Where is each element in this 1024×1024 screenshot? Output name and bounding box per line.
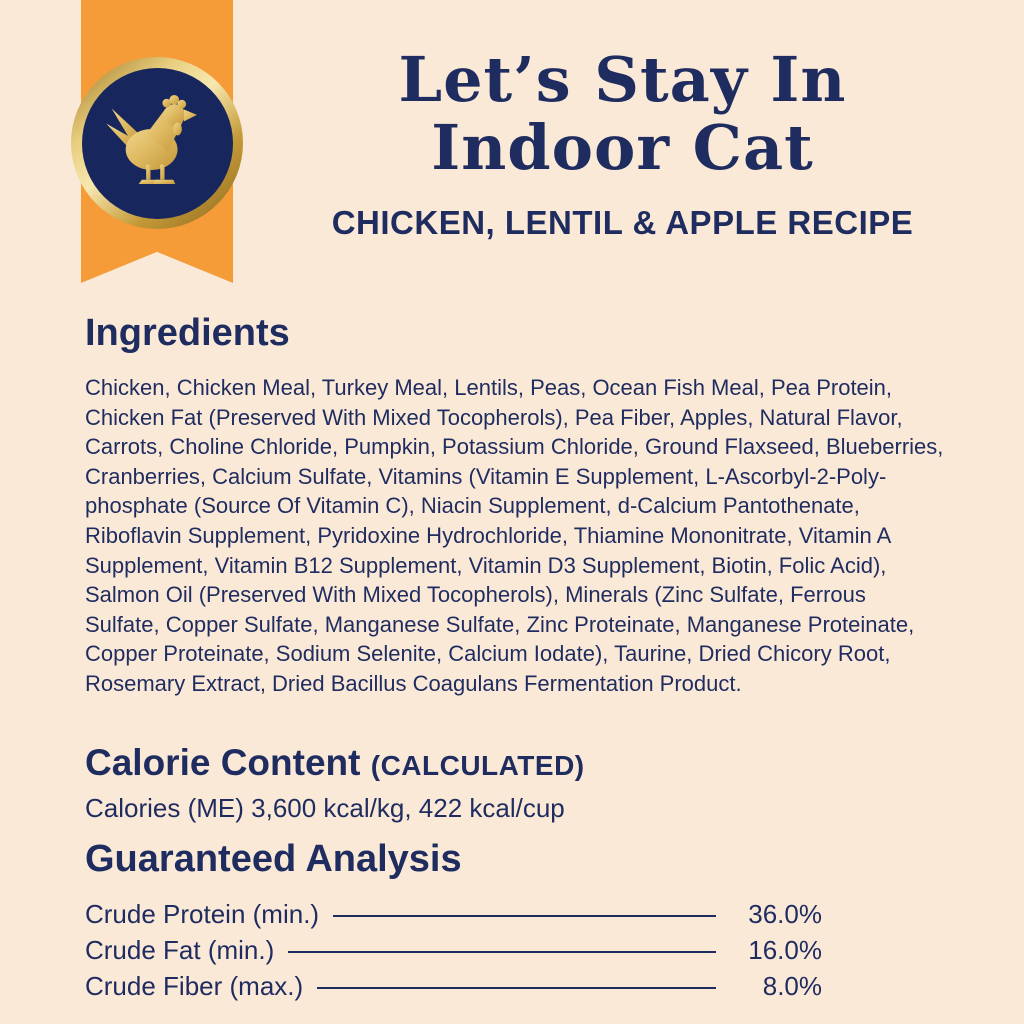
product-title — [235, 43, 1010, 185]
analysis-row-value: 16.0% — [748, 934, 822, 965]
calorie-content-heading-text: Calorie Content — [85, 742, 361, 783]
ingredients-line: Chicken Fat (Preserved With Mixed Tocopherols), Pea Fiber, Apples, Natural Flavor, — [85, 404, 903, 430]
chicken-medallion — [71, 57, 243, 229]
ingredients-line: Carrots, Choline Chloride, Pumpkin, Potassium Chloride, Ground Flaxseed, Blueberries, — [85, 434, 944, 460]
recipe-subtitle: CHICKEN, LENTIL & APPLE RECIPE — [331, 204, 914, 242]
analysis-row-label: Crude Fiber (max.) — [85, 970, 304, 1001]
ingredients-line: Supplement, Vitamin B12 Supplement, Vitamin D3 Supplement, Biotin, Folic Acid), — [85, 552, 887, 578]
ingredients-heading: Ingredients — [85, 312, 290, 354]
ingredients-line: Cranberries, Calcium Sulfate, Vitamins (Vitamin E Supplement, L-Ascorbyl-2-Poly- — [85, 463, 887, 489]
analysis-row-value: 36.0% — [748, 898, 822, 929]
medallion-circle — [82, 68, 233, 219]
ingredients-line: Copper Proteinate, Sodium Selenite, Calcium Iodate), Taurine, Dried Chicory Root, — [85, 641, 891, 667]
ingredients-line: Rosemary Extract, Dried Bacillus Coagulans Fermentation Product. — [85, 670, 742, 696]
analysis-row-label: Crude Fat (min.) — [85, 934, 275, 965]
leader-line — [333, 915, 716, 918]
product-title-line1: Let’s Stay In — [398, 43, 847, 116]
ingredients-line: Salmon Oil (Preserved With Mixed Tocopherols), Minerals (Zinc Sulfate, Ferrous — [85, 582, 866, 608]
ingredients-line: Sulfate, Copper Sulfate, Manganese Sulfate, Zinc Proteinate, Manganese Proteinate, — [85, 611, 915, 637]
guaranteed-analysis-heading: Guaranteed Analysis — [85, 838, 462, 880]
calorie-content-value: Calories (ME) 3,600 kcal/kg, 422 kcal/cup — [85, 793, 565, 823]
analysis-row-label: Crude Protein (min.) — [85, 898, 320, 929]
guaranteed-analysis-table — [85, 896, 822, 1004]
calorie-content-section — [85, 744, 980, 824]
analysis-row — [85, 932, 822, 968]
chicken-icon — [103, 89, 211, 197]
leader-line — [288, 951, 716, 954]
ingredients-line: Riboflavin Supplement, Pyridoxine Hydrochloride, Thiamine Mononitrate, Vitamin A — [85, 522, 892, 548]
analysis-row — [85, 968, 822, 1004]
analysis-row-value: 8.0% — [762, 970, 822, 1001]
ingredients-section — [85, 314, 980, 699]
header — [235, 43, 1010, 242]
leader-line — [317, 987, 716, 990]
guaranteed-analysis-section — [85, 840, 822, 1004]
ingredients-line: phosphate (Source Of Vitamin C), Niacin Supplement, d-Calcium Pantothenate, — [85, 493, 860, 519]
ingredients-list — [85, 373, 980, 699]
ingredients-line: Chicken, Chicken Meal, Turkey Meal, Lentils, Peas, Ocean Fish Meal, Pea Protein, — [85, 375, 893, 400]
analysis-row — [85, 896, 822, 932]
product-title-line2: Indoor Cat — [431, 111, 814, 185]
calorie-content-heading — [85, 744, 980, 781]
calorie-content-heading-suffix: (CALCULATED) — [370, 750, 585, 781]
